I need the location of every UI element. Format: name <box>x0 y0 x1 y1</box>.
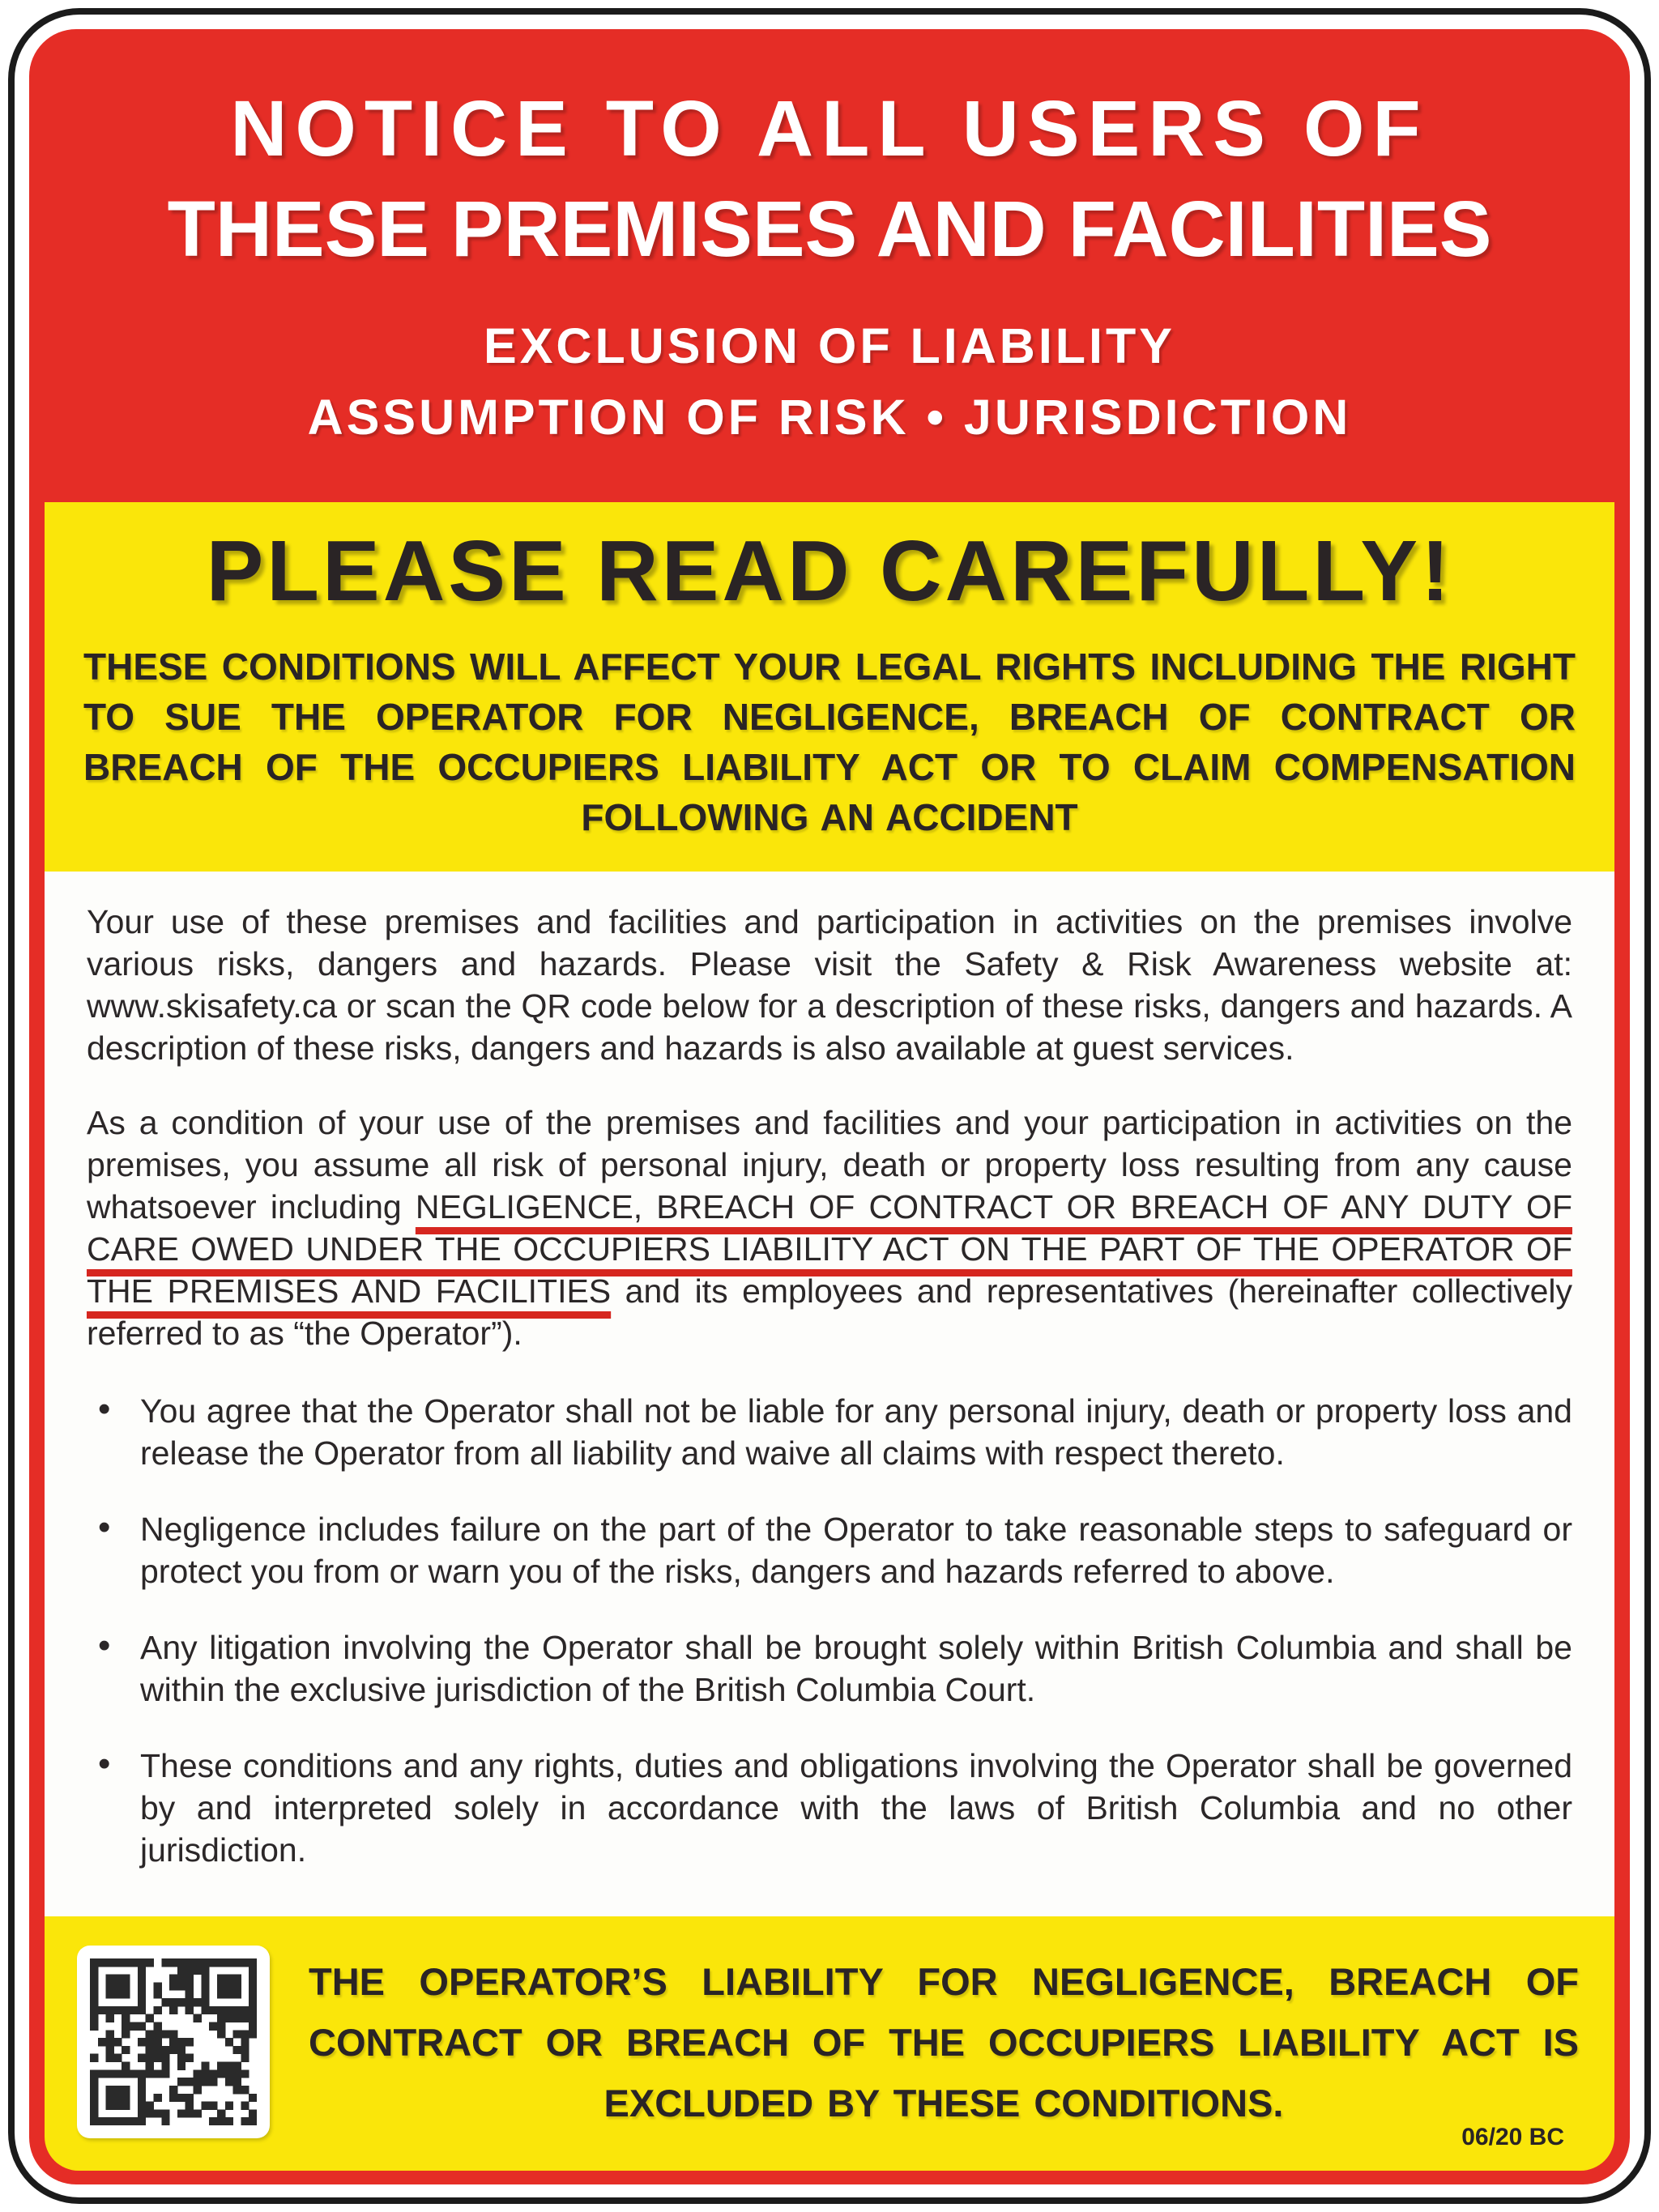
list-item <box>87 1390 1572 1474</box>
list-item <box>87 1626 1572 1711</box>
paragraph-assumption-lead: As a condition of your use of the premises and facilities and your participation in activities on the premises, you assume all risk of personal injury, death or property loss resulting from any cause whatsoever including <box>87 1104 1572 1225</box>
paragraph-assumption <box>87 1102 1572 1354</box>
list-item-text: Any litigation involving the Operator shall be brought solely within British Columbia and shall be within the exclusive jurisdiction of the British Columbia Court. <box>140 1629 1572 1708</box>
bullet-icon: • <box>98 1389 111 1429</box>
sign-background <box>29 29 1630 2184</box>
version-label: 06/20 BC <box>1461 2124 1564 2150</box>
bullet-icon: • <box>98 1626 111 1665</box>
conditions-section <box>45 872 1614 1916</box>
list-item <box>87 1745 1572 1871</box>
header-subtitle-line2: ASSUMPTION OF RISK • JURISDICTION <box>307 390 1352 445</box>
paragraph-risks: Your use of these premises and facilities and participation in activities on the premises involve various risks, dangers and hazards. Please visit the Safety & Risk Awareness website at: www.skisafety.ca or scan the QR code below for a description of these risks, dangers and hazards. A description of these risks, dangers and hazards is also available at guest services. <box>87 903 1572 1067</box>
header-title-line2: THESE PREMISES AND FACILITIES <box>167 185 1492 273</box>
conditions-list <box>87 1390 1572 1871</box>
header-subtitle-line1: EXCLUSION OF LIABILITY <box>484 318 1175 373</box>
paragraph-assumption-tail: and its employees and representatives (hereinafter collectively referred to as “the Operator”). <box>87 1272 1572 1352</box>
warning-body: THESE CONDITIONS WILL AFFECT YOUR LEGAL RIGHTS INCLUDING THE RIGHT TO SUE THE OPERATOR FOR NEGLIGENCE, BREACH OF CONTRACT OR BREACH OF THE OCCUPIERS LIABILITY ACT OR TO CLAIM COMPENSATION FOLLOWING AN ACCIDENT <box>83 646 1576 838</box>
header-title-line1: NOTICE TO ALL USERS OF <box>230 84 1429 173</box>
list-item-text: Negligence includes failure on the part of the Operator to take reasonable steps to safeguard or protect you from or warn you of the risks, dangers and hazards referred to above. <box>140 1511 1572 1590</box>
header-subtitle <box>308 310 1352 453</box>
warning-title: PLEASE READ CAREFULLY! <box>206 523 1453 619</box>
list-item-text: You agree that the Operator shall not be liable for any personal injury, death or property loss and release the Operator from all liability and waive all claims with respect thereto. <box>140 1392 1572 1472</box>
qr-code-icon <box>90 1958 257 2125</box>
list-item <box>87 1508 1572 1592</box>
list-item-text: These conditions and any rights, duties and obligations involving the Operator shall be governed by and interpreted solely in accordance with the laws of British Columbia and no other jurisdiction. <box>140 1747 1572 1869</box>
warning-panel <box>45 502 1614 872</box>
exclusion-statement: THE OPERATOR’S LIABILITY FOR NEGLIGENCE, BREACH OF CONTRACT OR BREACH OF THE OCCUPIERS LIABILITY ACT IS EXCLUDED BY THESE CONDITIONS. <box>309 1959 1579 2125</box>
bullet-icon: • <box>98 1507 111 1547</box>
header-section <box>45 29 1614 502</box>
qr-code-box <box>77 1946 270 2138</box>
paragraph-assumption-underlined-clause: NEGLIGENCE, BREACH OF CONTRACT OR BREACH OF ANY DUTY OF CARE OWED UNDER THE OCCUPIERS LIABILITY ACT ON THE PART OF THE OPERATOR OF THE PREMISES AND FACILITIES <box>87 1188 1572 1310</box>
bullet-icon: • <box>98 1744 111 1784</box>
exclusion-panel <box>45 1916 1614 2171</box>
